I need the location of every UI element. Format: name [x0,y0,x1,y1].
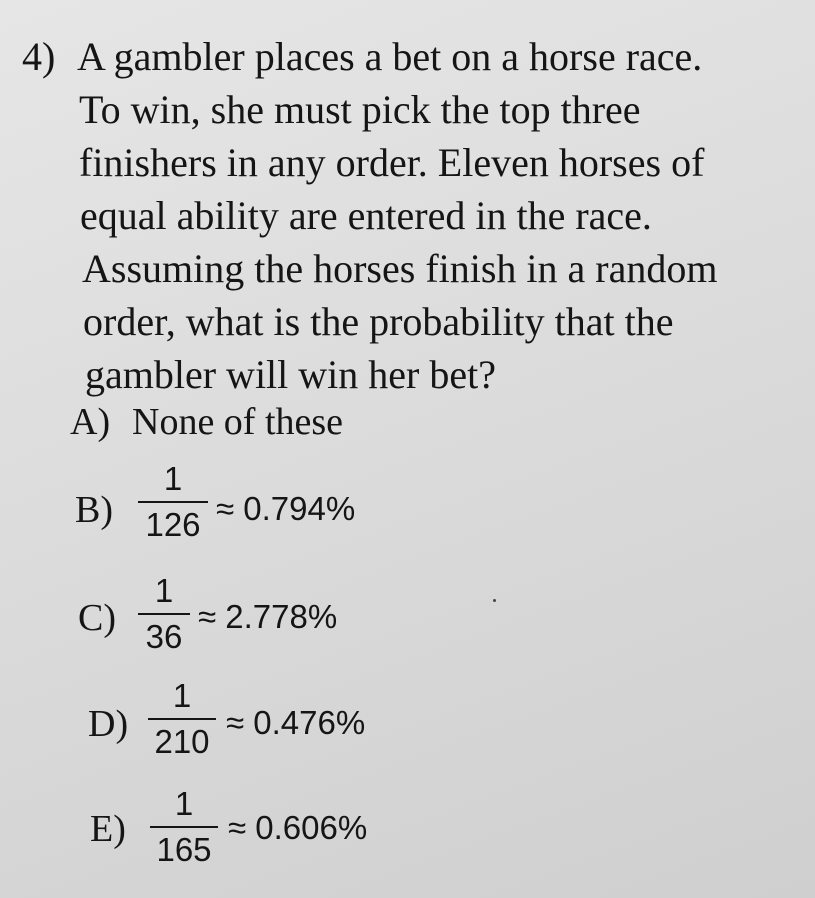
choice-d-numerator: 1 [172,677,192,714]
choice-a-letter: A) [70,401,111,443]
question-line-3: finishers in any order. Eleven horses of [79,140,705,185]
fraction-bar [150,826,218,828]
question-line-1: A gambler places a bet on a horse race. [77,34,703,79]
choice-d-approx: ≈ 0.476% [226,704,366,741]
choice-b-fraction [138,460,208,544]
choice-b-approx: ≈ 0.794% [216,490,356,527]
choice-c-denominator: 36 [145,618,183,655]
choice-c[interactable] [78,572,378,672]
choice-a-text: None of these [132,401,344,443]
choice-c-letter: C) [78,597,116,639]
choice-d-denominator: 210 [154,723,210,760]
choice-c-numerator: 1 [154,572,174,609]
question-line-2: To win, she must pick the top three [79,87,641,132]
choice-b[interactable] [75,460,395,560]
choice-d-letter: D) [88,703,129,745]
fraction-bar [138,613,190,615]
choice-d-fraction [148,677,216,761]
fraction-bar [148,718,216,720]
question-number: 4) [22,34,56,79]
fraction-bar [138,501,208,503]
choice-b-numerator: 1 [163,460,183,497]
choice-e-fraction [150,785,218,869]
question-line-5: Assuming the horses finish in a random [82,246,718,291]
choice-e-letter: E) [90,808,126,850]
choice-c-fraction [138,572,190,656]
choice-e[interactable] [90,785,410,885]
question-line-4: equal ability are entered in the race. [80,193,652,238]
choice-e-numerator: 1 [174,785,194,822]
stray-dot-mark [493,599,496,602]
choice-b-denominator: 126 [145,506,201,543]
question-line-6: order, what is the probability that the [83,299,674,344]
question-line-7: gambler will win her bet? [85,352,496,397]
choice-e-approx: ≈ 0.606% [228,809,368,846]
choice-e-denominator: 165 [156,831,212,868]
choice-d[interactable] [88,677,408,777]
choice-b-letter: B) [75,489,113,531]
choice-c-approx: ≈ 2.778% [198,598,338,635]
